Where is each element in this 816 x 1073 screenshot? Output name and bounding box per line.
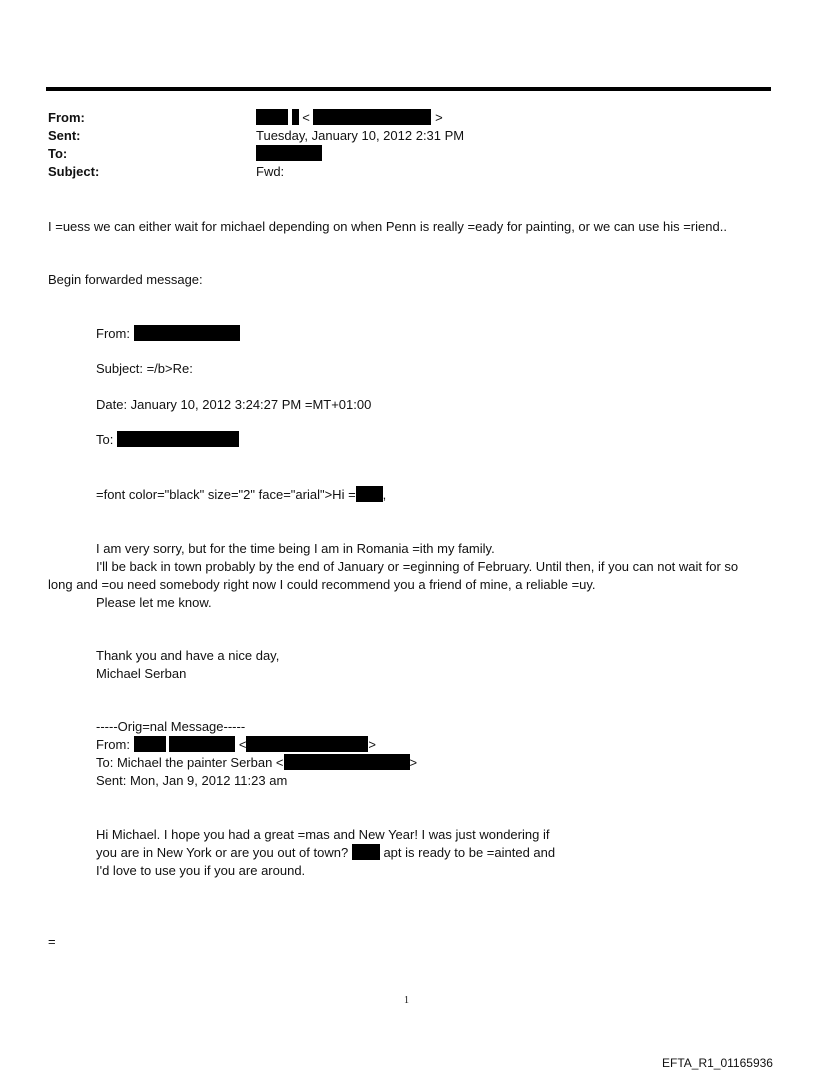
redaction — [246, 736, 368, 752]
font-line — [96, 486, 386, 503]
orig-msg-line3: I'd love to use you if you are around. — [96, 863, 306, 878]
redaction — [356, 486, 383, 502]
redaction — [292, 109, 299, 125]
orig-msg-line2 — [96, 844, 555, 861]
redaction — [134, 325, 240, 341]
orig-to-gt: > — [409, 755, 418, 770]
fwd-p2-line2: long and =ou need somebody right now I could recommend you a friend of mine, a reliable =uy. — [48, 577, 596, 592]
redaction — [169, 736, 235, 752]
from-value — [256, 109, 443, 126]
orig-msg-line1: Hi Michael. I hope you had a great =mas and New Year! I was just wondering if — [96, 827, 550, 842]
font-line-suffix: , — [382, 487, 387, 502]
trailing-equals: = — [48, 934, 56, 949]
to-value — [256, 145, 322, 162]
sent-label: Sent: — [48, 128, 81, 143]
closing-line1: Thank you and have a nice day, — [96, 648, 280, 663]
begin-forwarded: Begin forwarded message: — [48, 272, 203, 287]
sent-value: Tuesday, January 10, 2012 2:31 PM — [256, 128, 465, 143]
fwd-p2-line1: I'll be back in town probably by the end of January or =eginning of February. Until then, if you can not wait for so — [96, 559, 739, 574]
orig-sent: Sent: Mon, Jan 9, 2012 11:23 am — [96, 773, 288, 788]
fwd-p3: Please let me know. — [96, 595, 212, 610]
orig-msg-line2-prefix: you are in New York or are you out of town? — [96, 845, 349, 860]
to-label: To: — [48, 146, 68, 161]
orig-msg-line2-suffix: apt is ready to be =ainted and — [379, 845, 556, 860]
redaction — [352, 844, 380, 860]
from-label: From: — [48, 110, 85, 125]
intro-text: I =uess we can either wait for michael depending on when Penn is really =eady for painting, or we can use his =riend.. — [48, 219, 727, 234]
orig-from-lt: < — [238, 737, 247, 752]
fwd-from — [96, 325, 240, 342]
from-gt: > — [435, 110, 443, 125]
redaction — [117, 431, 239, 447]
orig-from-gt: > — [368, 737, 377, 752]
fwd-from-label: From: — [96, 326, 130, 341]
fwd-to — [96, 431, 239, 448]
redaction — [313, 109, 431, 125]
orig-from — [96, 736, 376, 753]
subject-value: Fwd: — [256, 164, 285, 179]
redaction — [256, 109, 288, 125]
font-line-prefix: =font color="black" size="2" face="arial">Hi = — [96, 487, 356, 502]
orig-to-prefix: To: Michael the painter Serban < — [96, 755, 284, 770]
redaction — [256, 145, 322, 161]
page-number: 1 — [404, 995, 409, 1006]
orig-from-label: From: — [96, 737, 130, 752]
orig-to — [96, 754, 417, 771]
redaction — [284, 754, 410, 770]
closing-signature: Michael Serban — [96, 666, 187, 681]
from-lt: < — [302, 110, 310, 125]
header-rule — [46, 87, 771, 91]
orig-header: -----Orig=nal Message----- — [96, 719, 246, 734]
redaction — [134, 736, 166, 752]
fwd-subject: Subject: =/b>Re: — [96, 361, 193, 376]
bates-number: EFTA_R1_01165936 — [662, 1056, 773, 1070]
fwd-p1: I am very sorry, but for the time being I am in Romania =ith my family. — [96, 541, 495, 556]
fwd-to-label: To: — [96, 432, 114, 447]
subject-label: Subject: — [48, 164, 100, 179]
fwd-date: Date: January 10, 2012 3:24:27 PM =MT+01:00 — [96, 397, 372, 412]
